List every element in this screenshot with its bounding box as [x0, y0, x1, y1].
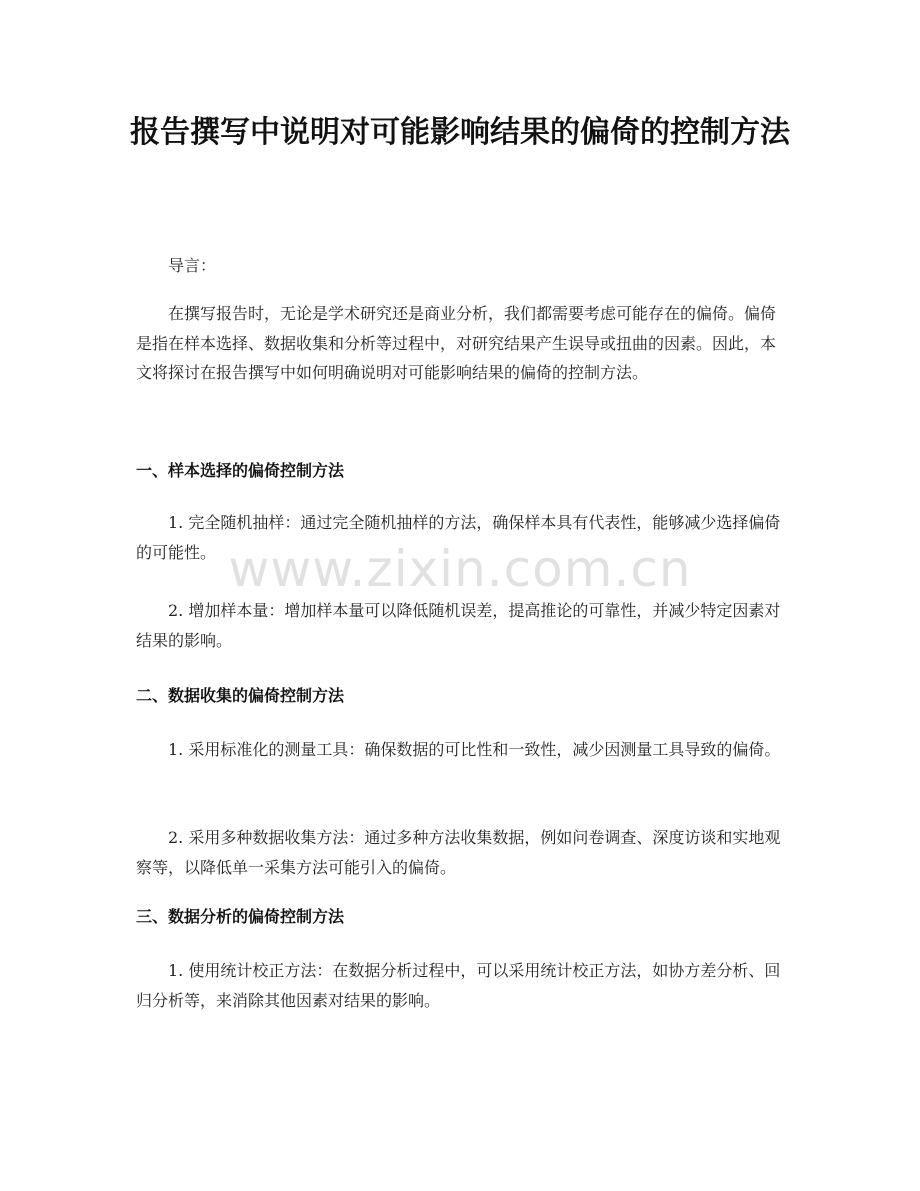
section-2-item-1: 1. 采用标准化的测量工具：确保数据的可比性和一致性，减少因测量工具导致的偏倚。	[168, 740, 781, 759]
section-heading-collection: 二、数据收集的偏倚控制方法	[136, 686, 345, 705]
section-1-item-1: 1. 完全随机抽样：通过完全随机抽样的方法，确保样本具有代表性，能够减少选择偏倚的可能性。	[136, 513, 781, 562]
intro-label: 导言：	[168, 256, 217, 275]
document-title: 报告撰写中说明对可能影响结果的偏倚的控制方法	[130, 115, 790, 150]
section-heading-sample: 一、样本选择的偏倚控制方法	[136, 461, 345, 480]
watermark: www.zixin.com.cn	[228, 540, 692, 598]
section-3-item-1: 1. 使用统计校正方法：在数据分析过程中，可以采用统计校正方法，如协方差分析、回归分析等，来消除其他因素对结果的影响。	[136, 961, 781, 1010]
intro-paragraph: 在撰写报告时，无论是学术研究还是商业分析，我们都需要考虑可能存在的偏倚。偏倚是指在样本选择、数据收集和分析等过程中，对研究结果产生误导或扭曲的因素。因此，本文将探讨在报告撰写中如何明确说明对可能影响结果的偏倚的控制方法。	[136, 304, 777, 382]
section-1-item-2: 2. 增加样本量：增加样本量可以降低随机误差，提高推论的可靠性，并减少特定因素对结果的影响。	[136, 601, 781, 650]
section-heading-analysis: 三、数据分析的偏倚控制方法	[136, 907, 345, 926]
section-2-item-2: 2. 采用多种数据收集方法：通过多种方法收集数据，例如问卷调查、深度访谈和实地观察等，以降低单一采集方法可能引入的偏倚。	[136, 828, 781, 877]
